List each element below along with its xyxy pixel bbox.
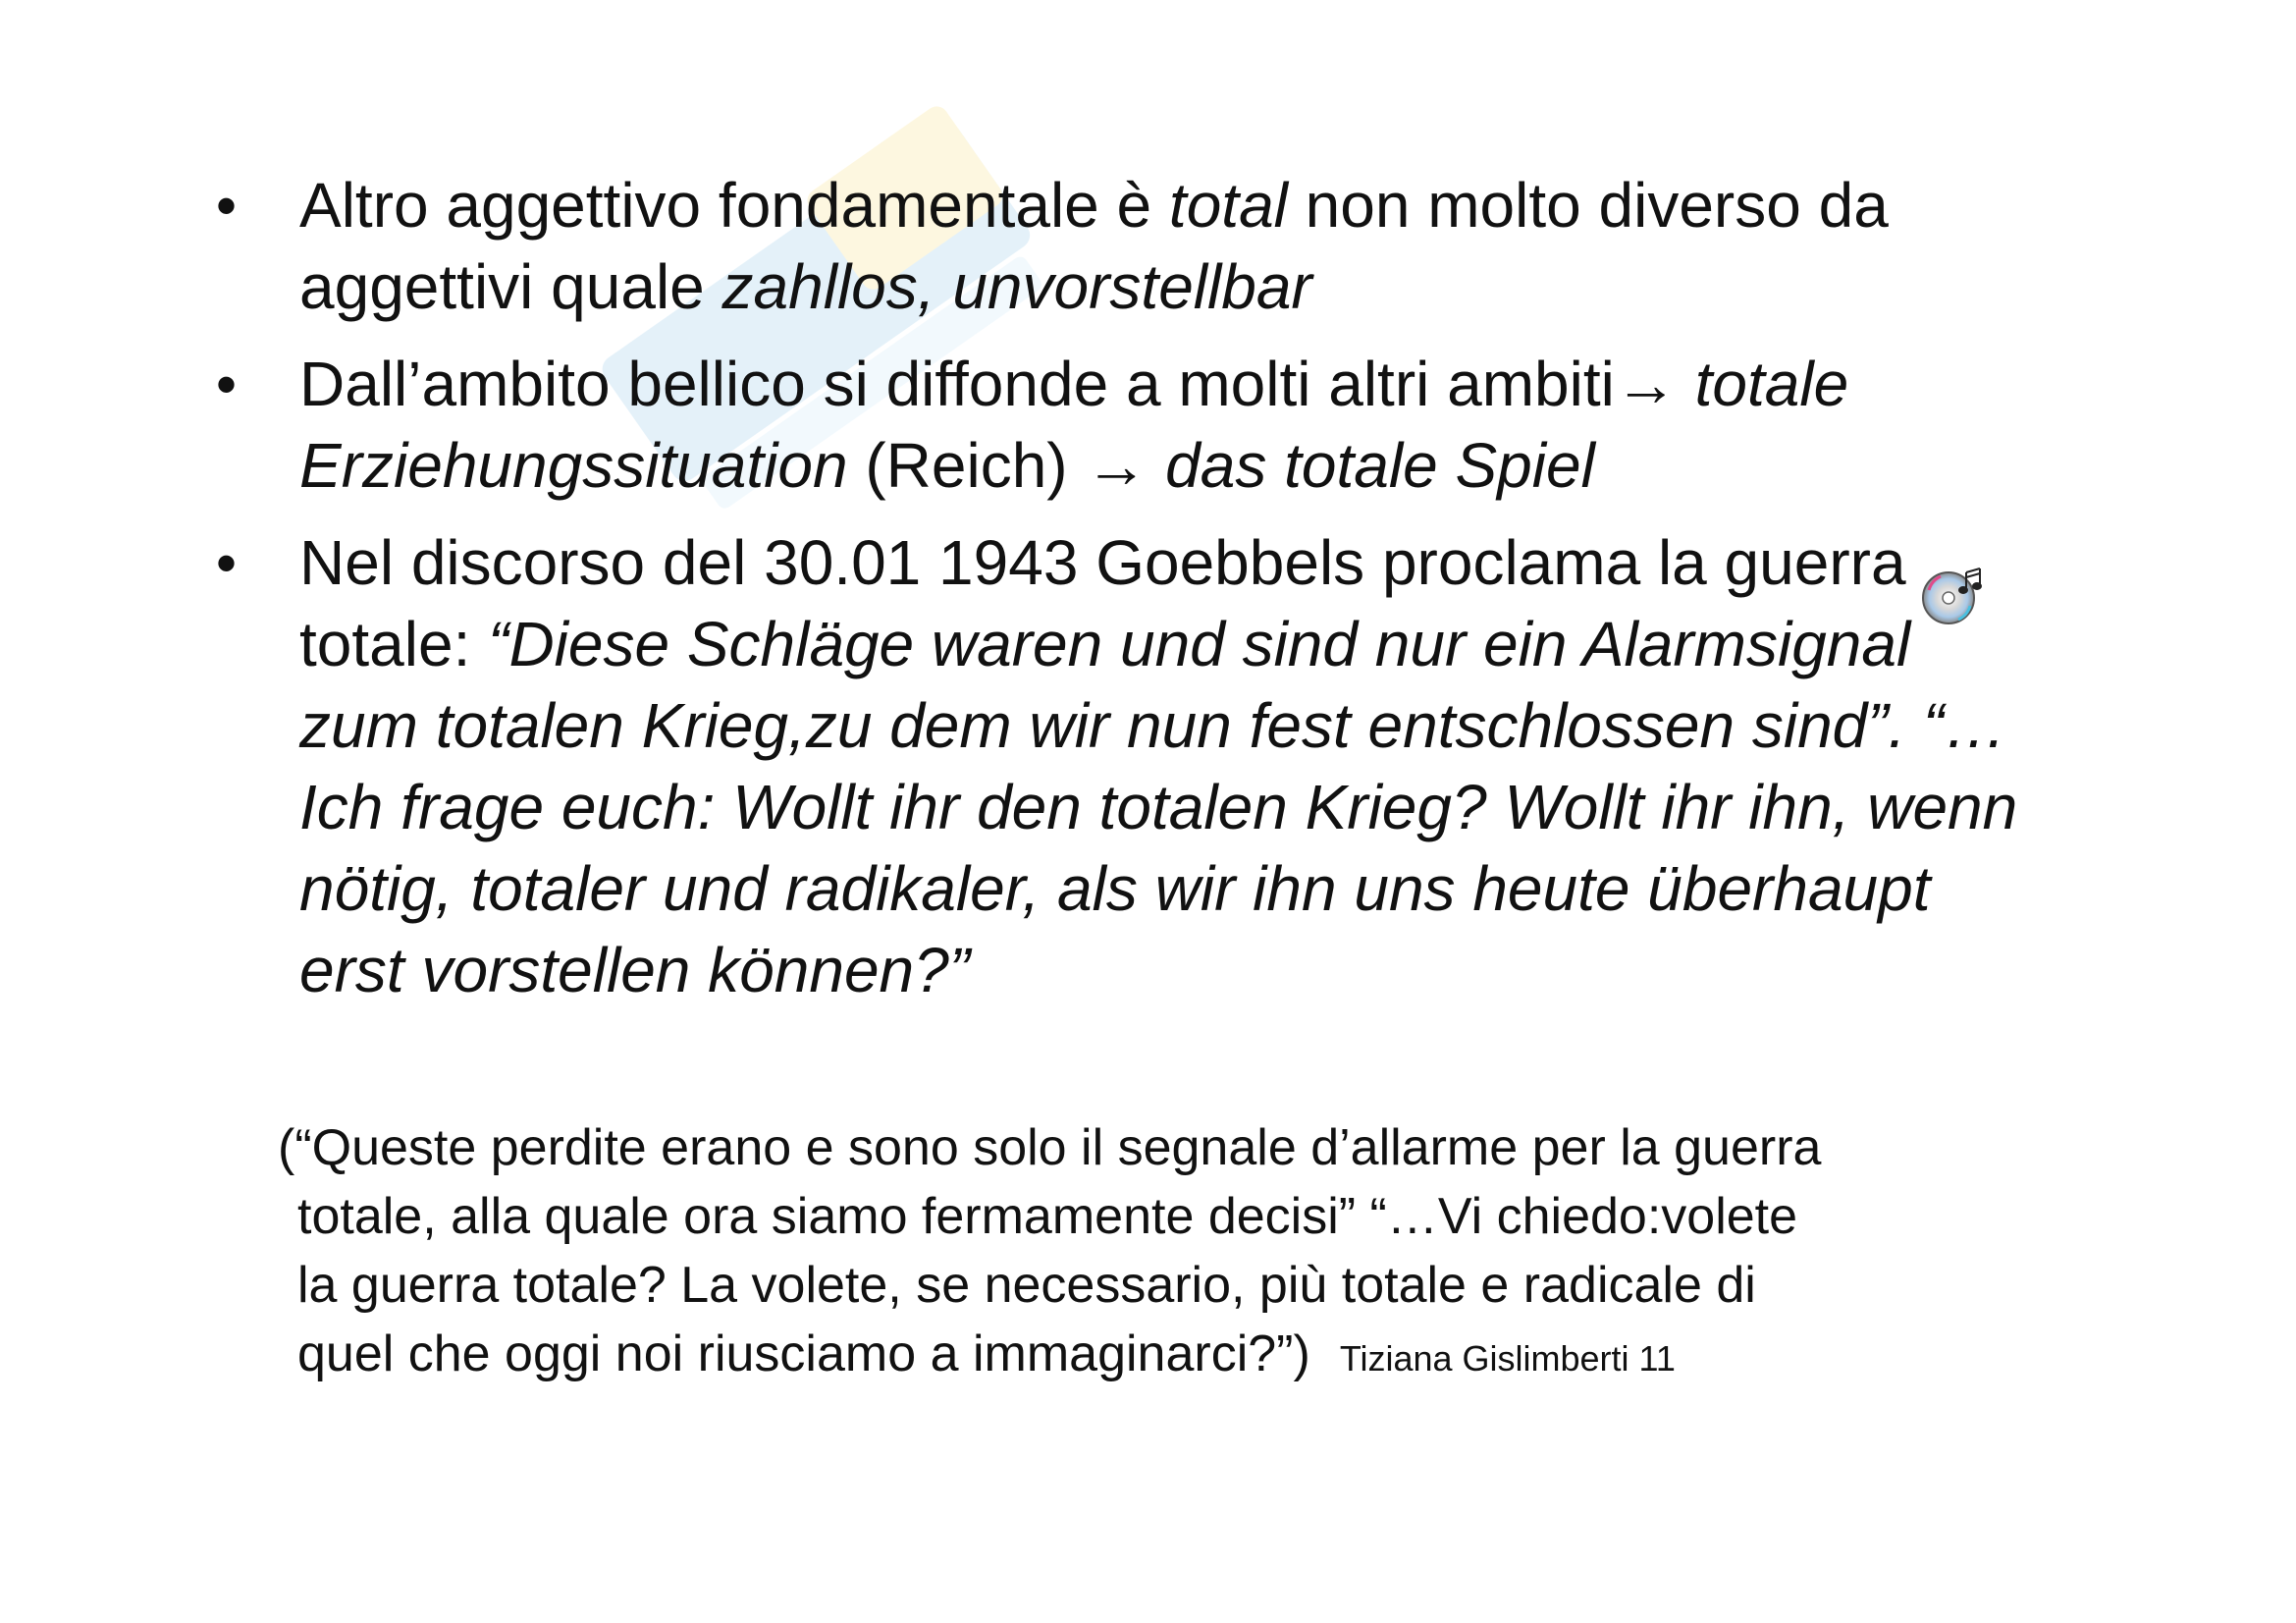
translation-line-last: quel che oggi noi riusciamo a immaginarci?”) Tiziana Gislimberti 11 xyxy=(297,1325,1676,1382)
bullet-item xyxy=(216,165,2032,328)
bullet-list xyxy=(216,165,2032,1027)
audio-cd-icon[interactable] xyxy=(1919,565,1992,625)
italian-translation xyxy=(278,1113,2045,1393)
bullet-item xyxy=(216,344,2032,507)
bullet-marker: • xyxy=(216,352,238,417)
bullet-text: Altro aggettivo fondamentale è total non molto diverso da aggettivi quale zahllos, unvorstellbar xyxy=(299,170,1889,322)
footer-author-page: Tiziana Gislimberti 11 xyxy=(1339,1338,1676,1379)
translation-line: totale, alla quale ora siamo fermamente decisi” “…Vi chiedo:volete xyxy=(297,1188,1798,1245)
bullet-text: Nel discorso del 30.01 1943 Goebbels proclama la guerra totale: “Diese Schläge waren und sind nur ein Alarmsignal zum totalen Krieg,zu dem wir nun fest entschlossen sind”. “… Ich frage euch: Wollt ihr den totalen Krieg? Wollt ihr ihn, wenn nötig, totaler und radikaler, als wir ihn uns heute überhaupt erst vorstellen können?” xyxy=(299,527,2018,1005)
translation-line: (“Queste perdite erano e sono solo il segnale d’allarme per la guerra xyxy=(278,1119,1822,1176)
bullet-marker: • xyxy=(216,530,238,596)
translation-line: la guerra totale? La volete, se necessario, più totale e radicale di xyxy=(297,1257,1756,1314)
bullet-text: Dall’ambito bellico si diffonde a molti altri ambiti→ totale Erziehungssituation (Reich) → das totale Spiel xyxy=(299,349,1849,501)
bullet-item xyxy=(216,522,2032,1011)
bullet-marker: • xyxy=(216,173,238,239)
